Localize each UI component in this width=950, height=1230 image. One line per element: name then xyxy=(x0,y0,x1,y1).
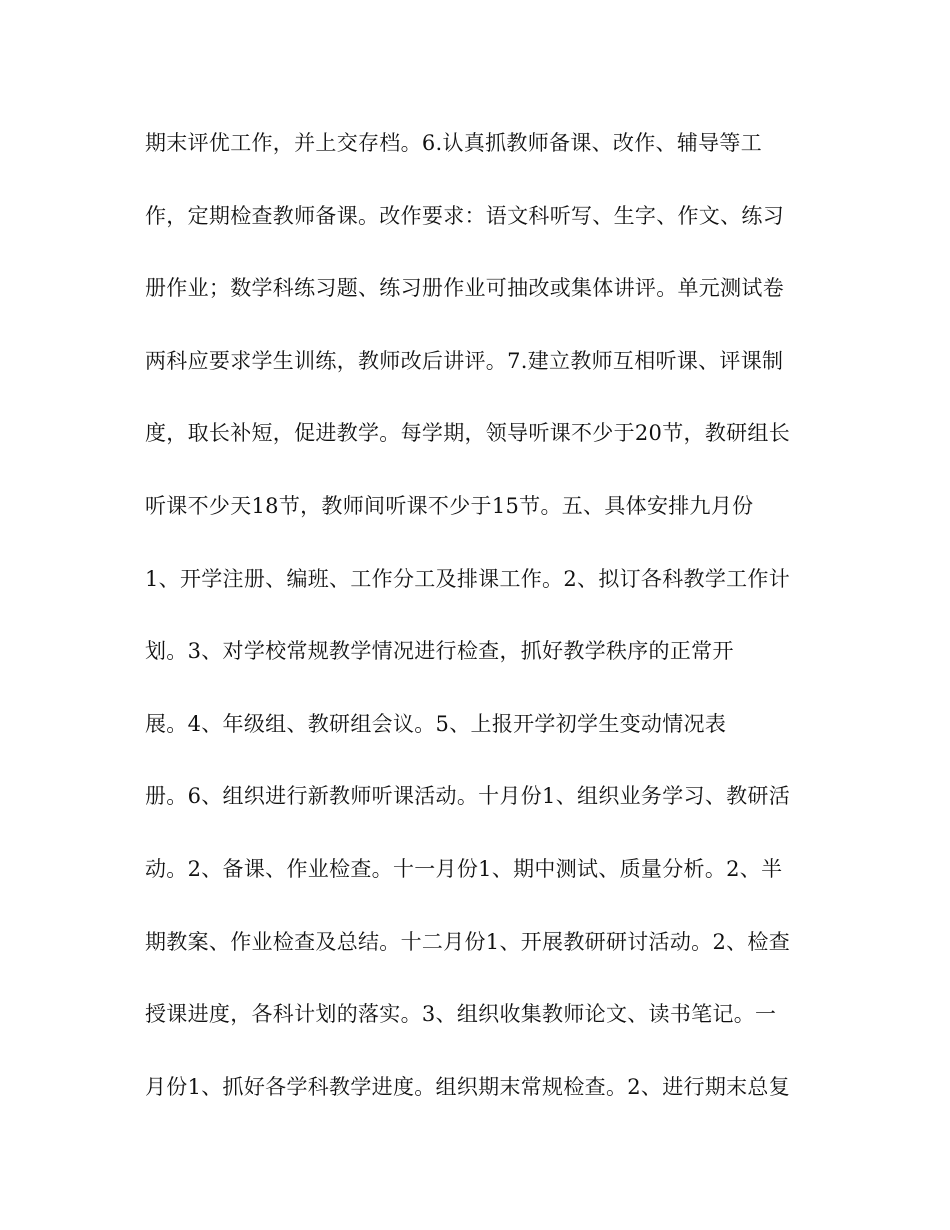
text-line-8: 划。3、对学校常规教学情况进行检查，抓好教学秩序的正常开 xyxy=(145,639,734,664)
text-line-1: 期末评优工作，并上交存档。6.认真抓教师备课、改作、辅导等工 xyxy=(145,131,763,155)
text-line-14: 月份1、抓好各学科教学进度。组织期末常规检查。2、进行期末总复 xyxy=(145,1074,791,1099)
text-line-12: 期教案、作业检查及总结。十二月份1、开展教研研讨活动。2、检查 xyxy=(145,929,791,954)
document-body xyxy=(145,128,810,1144)
text-line-6: 听课不少天18节，教师间听课不少于15节。五、具体安排九月份 xyxy=(145,493,754,518)
text-line-7: 1、开学注册、编班、工作分工及排课工作。2、拟订各科教学工作计 xyxy=(145,566,791,591)
text-line-9: 展。4、年级组、教研组会议。5、上报开学初学生变动情况表 xyxy=(145,711,727,736)
text-line-3: 册作业；数学科练习题、练习册作业可抽改或集体讲评。单元测试卷 xyxy=(145,276,784,301)
text-line-4: 两科应要求学生训练，教师改后讲评。7.建立教师互相听课、评课制 xyxy=(145,348,784,373)
text-line-11: 动。2、备课、作业检查。十一月份1、期中测试、质量分析。2、半 xyxy=(145,856,783,881)
text-line-5: 度，取长补短，促进教学。每学期，领导听课不少于20节，教研组长 xyxy=(145,421,791,446)
text-line-10: 册。6、组织进行新教师听课活动。十月份1、组织业务学习、教研活 xyxy=(145,784,791,809)
text-line-13: 授课进度，各科计划的落实。3、组织收集教师论文、读书笔记。一 xyxy=(145,1002,777,1027)
text-line-2: 作，定期检查教师备课。改作要求：语文科听写、生字、作文、练习 xyxy=(145,203,784,228)
